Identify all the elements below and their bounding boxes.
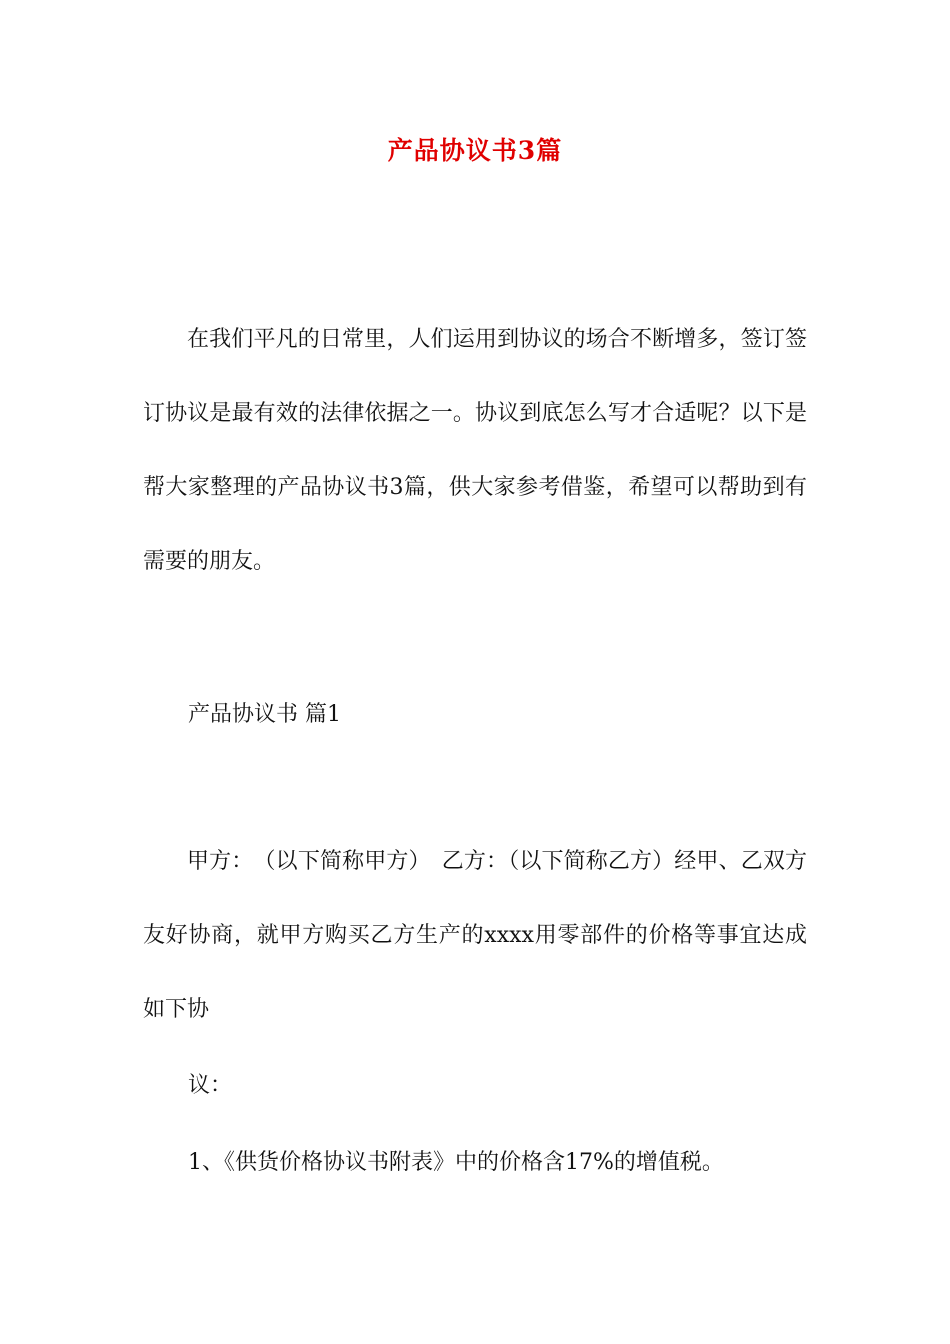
document-title: 产品协议书3篇 [387, 136, 563, 165]
intro-paragraph: 在我们平凡的日常里，人们运用到协议的场合不断增多，签订签订协议是最有效的法律依据之一。协议到底怎么写才合适呢？以下是帮大家整理的产品协议书3篇，供大家参考借鉴，希望可以帮助到有需要的朋友。 [143, 327, 807, 574]
clause-1: 1、《供货价格协议书附表》中的价格含17%的增值税。 [188, 1150, 724, 1175]
section-heading: 产品协议书 篇1 [188, 702, 341, 727]
parties-paragraph: 甲方： （以下简称甲方） 乙方：（以下简称乙方）经甲、乙双方友好协商，就甲方购买乙方生产的xxxx用零部件的价格等事宜达成如下协 [143, 849, 807, 1022]
continuation-text: 议： [188, 1073, 233, 1098]
